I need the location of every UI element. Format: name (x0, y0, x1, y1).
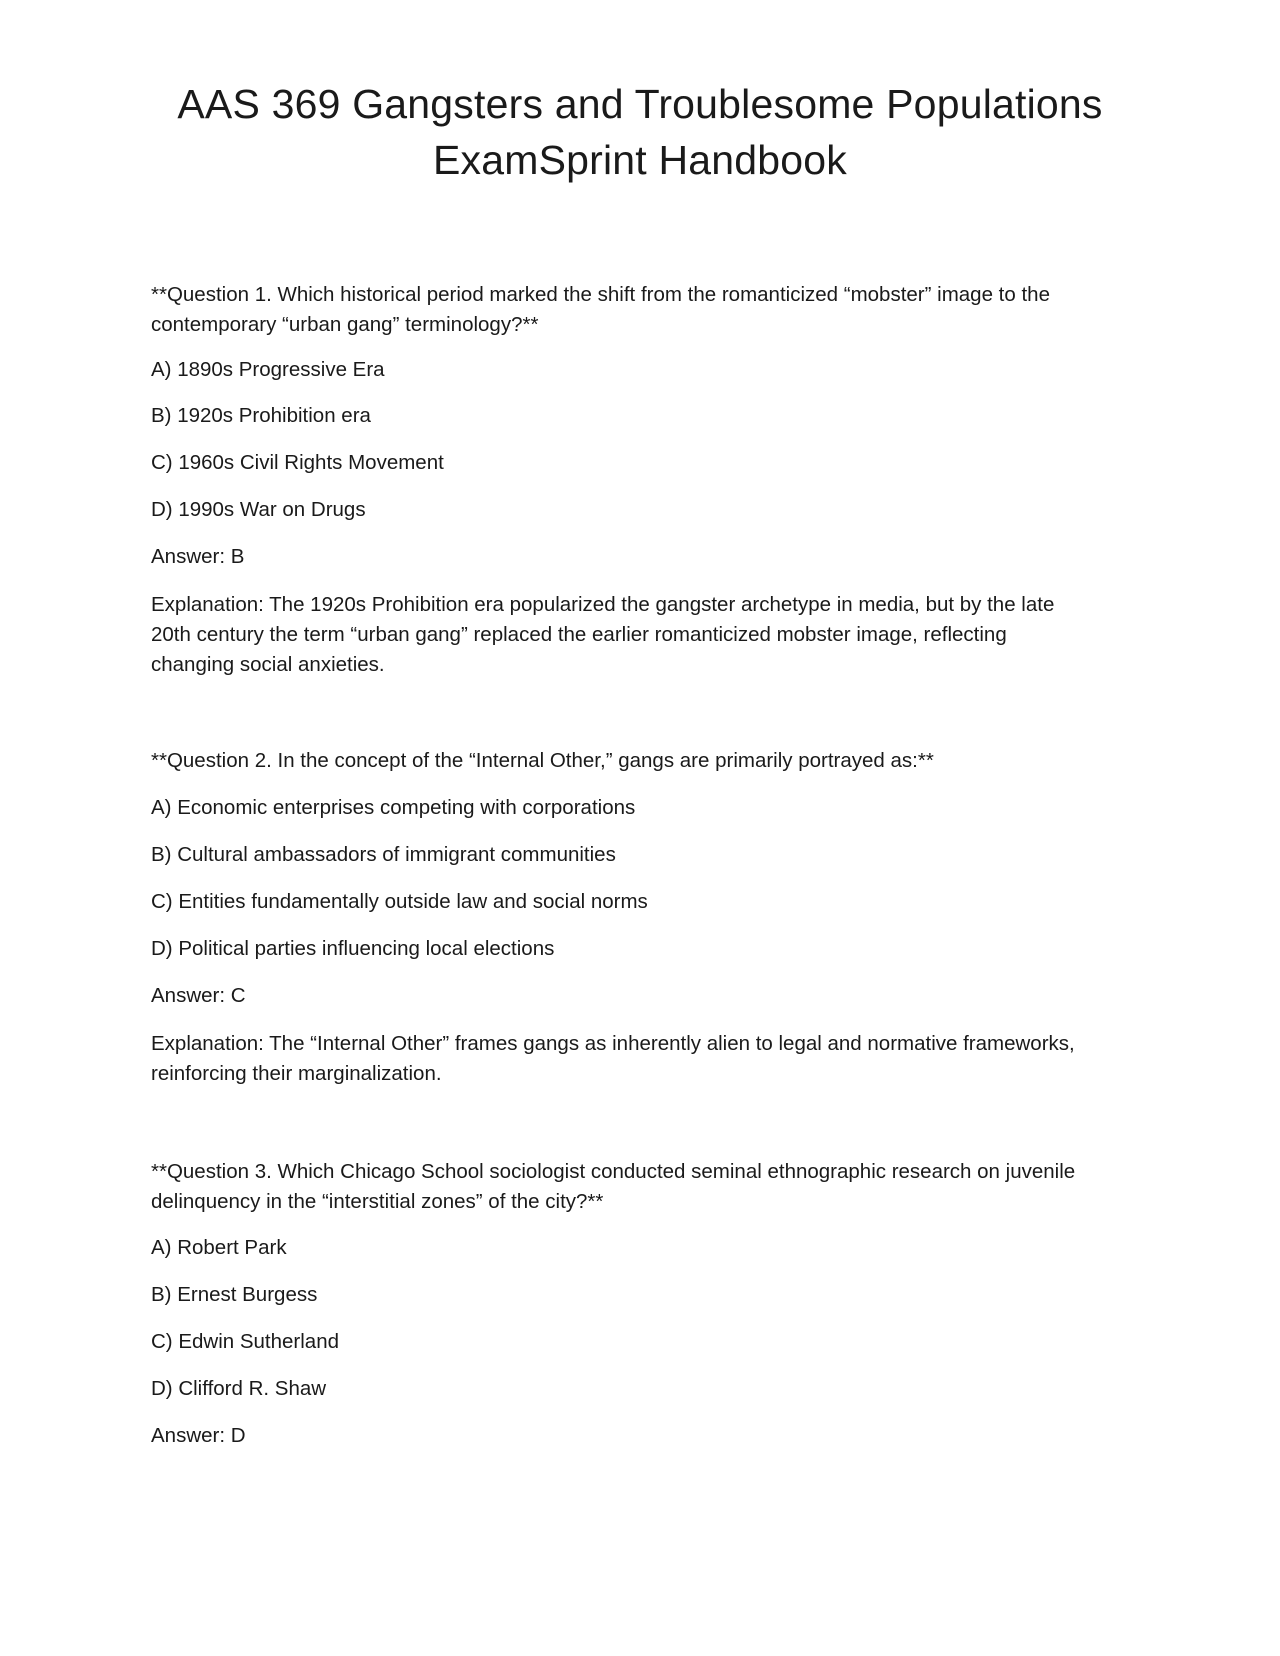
question-2-option-a: A) Economic enterprises competing with corporations (151, 796, 636, 819)
question-2-option-d: D) Political parties influencing local elections (151, 937, 555, 960)
question-1-text (151, 280, 1131, 340)
question-1-line-2: contemporary “urban gang” terminology?** (151, 313, 539, 336)
question-3-text (151, 1157, 1131, 1217)
question-3-answer: Answer: D (151, 1424, 246, 1447)
question-1-option-b: B) 1920s Prohibition era (151, 404, 371, 427)
question-1-explanation-line-1: Explanation: The 1920s Prohibition era popularized the gangster archetype in media, but by the late (151, 593, 1055, 616)
document-title-line-2: ExamSprint Handbook (432, 137, 848, 183)
question-2-answer: Answer: C (151, 984, 246, 1007)
question-1-option-c: C) 1960s Civil Rights Movement (151, 451, 444, 474)
question-2-explanation-line-2: reinforcing their marginalization. (151, 1062, 442, 1085)
question-3-option-c: C) Edwin Sutherland (151, 1330, 340, 1353)
question-3-option-d: D) Clifford R. Shaw (151, 1377, 327, 1400)
question-3-option-b: B) Ernest Burgess (151, 1283, 318, 1306)
question-2-explanation-line-1: Explanation: The “Internal Other” frames gangs as inherently alien to legal and normative frameworks, (151, 1032, 1075, 1055)
question-1-explanation-line-3: changing social anxieties. (151, 653, 385, 676)
question-3-line-2: delinquency in the “interstitial zones” of the city?** (151, 1190, 604, 1213)
document-title-line-1: AAS 369 Gangsters and Troublesome Populations (177, 81, 1103, 127)
question-1-line-1: **Question 1. Which historical period marked the shift from the romanticized “mobster” image to the (151, 283, 1050, 306)
question-3-option-a: A) Robert Park (151, 1236, 287, 1259)
question-2-explanation (151, 1029, 1131, 1089)
question-1-explanation (151, 590, 1131, 680)
question-3-line-1: **Question 3. Which Chicago School sociologist conducted seminal ethnographic research on juvenile (151, 1160, 1076, 1183)
question-1-answer: Answer: B (151, 545, 245, 568)
question-2-option-c: C) Entities fundamentally outside law and social norms (151, 890, 648, 913)
question-2-option-b: B) Cultural ambassadors of immigrant communities (151, 843, 616, 866)
question-1-explanation-line-2: 20th century the term “urban gang” replaced the earlier romanticized mobster image, reflecting (151, 623, 1007, 646)
question-2-text: **Question 2. In the concept of the “Internal Other,” gangs are primarily portrayed as:** (151, 749, 934, 772)
question-1-option-d: D) 1990s War on Drugs (151, 498, 366, 521)
question-1-option-a: A) 1890s Progressive Era (151, 358, 385, 381)
